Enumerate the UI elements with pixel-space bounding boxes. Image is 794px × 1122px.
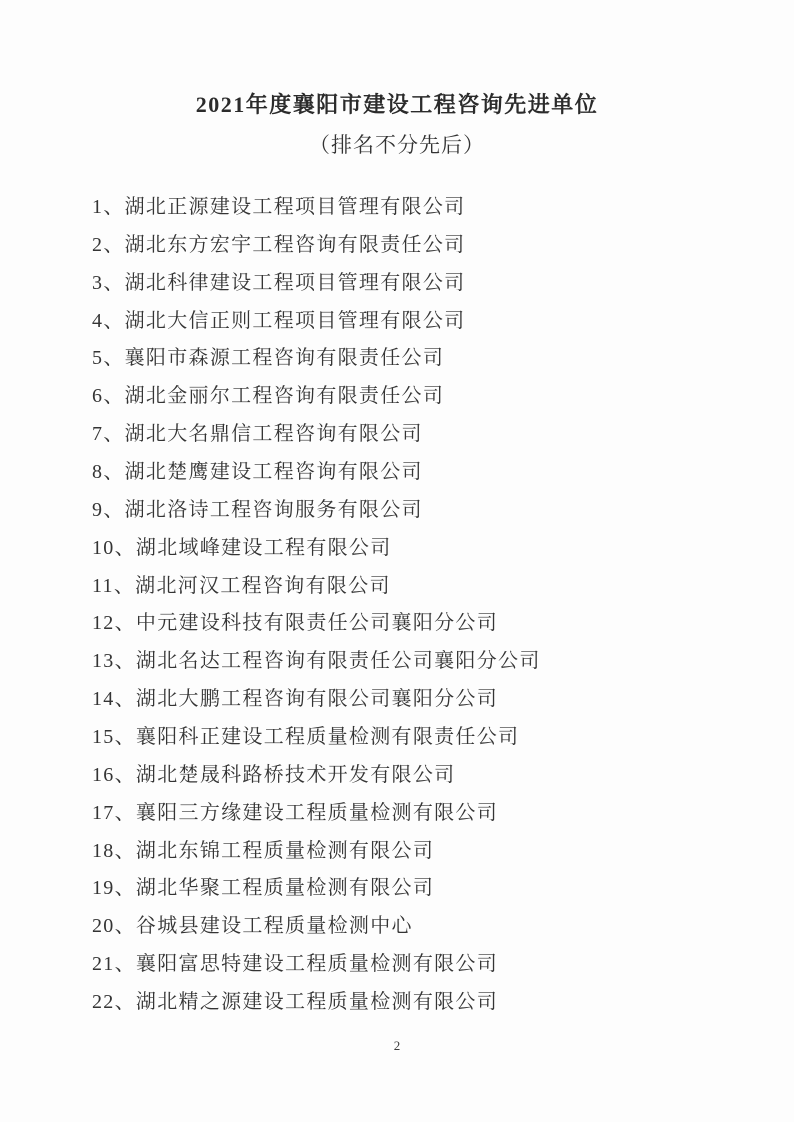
list-item [92, 719, 734, 757]
item-number: 20 [92, 915, 115, 938]
item-number: 12 [92, 612, 115, 635]
item-company-name: 谷城县建设工程质量检测中心 [135, 915, 413, 938]
list-item [92, 340, 734, 378]
item-separator: 、 [114, 650, 136, 673]
list-item [92, 530, 734, 568]
list-item [92, 946, 734, 984]
item-separator: 、 [114, 801, 136, 824]
item-separator: 、 [103, 347, 125, 370]
item-separator: 、 [114, 612, 136, 635]
list-item [92, 795, 734, 833]
item-separator: 、 [103, 271, 125, 294]
item-separator: 、 [114, 839, 136, 862]
item-company-name: 湖北大信正则工程项目管理有限公司 [124, 309, 466, 332]
item-separator: 、 [103, 498, 125, 521]
list-item [92, 643, 734, 681]
list-item [92, 568, 734, 606]
item-company-name: 湖北楚鹰建设工程咨询有限公司 [124, 461, 423, 484]
item-separator: 、 [114, 726, 136, 749]
item-number: 4 [92, 309, 104, 332]
item-number: 15 [92, 726, 115, 749]
list-item [92, 870, 734, 908]
list-item [92, 492, 734, 530]
item-company-name: 襄阳市森源工程咨询有限责任公司 [124, 347, 445, 370]
item-separator: 、 [103, 233, 125, 256]
item-number: 14 [92, 688, 115, 711]
item-number: 18 [92, 839, 115, 862]
list-item [92, 227, 734, 265]
list-item [92, 303, 734, 341]
item-company-name: 湖北正源建设工程项目管理有限公司 [124, 196, 466, 218]
list-item [92, 908, 734, 946]
item-separator: 、 [114, 953, 136, 976]
document-title: 2021年度襄阳市建设工程咨询先进单位 [195, 92, 599, 117]
item-company-name: 湖北河汉工程咨询有限公司 [135, 574, 391, 597]
item-separator: 、 [103, 423, 125, 446]
item-number: 8 [92, 461, 104, 484]
item-number: 19 [92, 877, 115, 900]
item-company-name: 湖北科律建设工程项目管理有限公司 [124, 271, 466, 294]
item-company-name: 湖北东方宏宇工程咨询有限责任公司 [124, 233, 466, 256]
item-number: 3 [92, 271, 104, 294]
item-company-name: 中元建设科技有限责任公司襄阳分公司 [135, 612, 499, 635]
list-item [92, 757, 734, 795]
item-number: 16 [92, 763, 115, 786]
list-item [92, 265, 734, 303]
list-item [92, 378, 734, 416]
item-number: 10 [92, 536, 115, 559]
item-separator: 、 [114, 991, 136, 1014]
list-item [92, 681, 734, 719]
item-number: 17 [92, 801, 115, 824]
item-number: 5 [92, 347, 104, 370]
company-list [92, 189, 734, 1022]
item-separator: 、 [103, 309, 125, 332]
item-separator: 、 [103, 385, 125, 408]
item-company-name: 湖北楚晟科路桥技术开发有限公司 [135, 763, 456, 786]
item-company-name: 襄阳富思特建设工程质量检测有限公司 [135, 953, 499, 976]
item-separator: 、 [114, 688, 136, 711]
item-number: 13 [92, 650, 115, 673]
item-company-name: 湖北域峰建设工程有限公司 [135, 536, 392, 559]
item-company-name: 襄阳科正建设工程质量检测有限责任公司 [135, 726, 520, 749]
item-company-name: 湖北精之源建设工程质量检测有限公司 [135, 991, 499, 1014]
item-company-name: 襄阳三方缘建设工程质量检测有限公司 [135, 801, 499, 824]
item-company-name: 湖北大鹏工程咨询有限公司襄阳分公司 [135, 688, 499, 711]
item-company-name: 湖北华聚工程质量检测有限公司 [135, 877, 435, 900]
item-company-name: 湖北名达工程咨询有限责任公司襄阳分公司 [135, 650, 541, 673]
item-number: 6 [92, 385, 104, 408]
list-item [92, 416, 734, 454]
item-separator: 、 [114, 763, 136, 786]
item-separator: 、 [114, 877, 136, 900]
list-item [92, 984, 734, 1022]
item-separator: 、 [103, 196, 125, 218]
item-company-name: 湖北金丽尔工程咨询有限责任公司 [124, 385, 445, 408]
item-company-name: 湖北洛诗工程咨询服务有限公司 [124, 498, 423, 521]
page-number: 2 [393, 1038, 401, 1053]
list-item [92, 454, 734, 492]
item-separator: 、 [114, 915, 136, 938]
item-separator: 、 [103, 461, 125, 484]
list-item [92, 833, 734, 871]
list-item [92, 189, 734, 227]
item-number: 7 [92, 423, 104, 446]
item-number: 2 [92, 233, 104, 256]
item-company-name: 湖北大名鼎信工程咨询有限公司 [124, 423, 423, 446]
item-number: 1 [92, 196, 104, 218]
item-number: 21 [92, 953, 115, 976]
document-subtitle: （排名不分先后） [309, 133, 485, 157]
item-number: 22 [92, 991, 115, 1014]
item-company-name: 湖北东锦工程质量检测有限公司 [135, 839, 435, 862]
list-item [92, 605, 734, 643]
item-number: 11 [92, 574, 114, 597]
item-number: 9 [92, 498, 104, 521]
item-separator: 、 [113, 574, 136, 597]
item-separator: 、 [114, 536, 136, 559]
